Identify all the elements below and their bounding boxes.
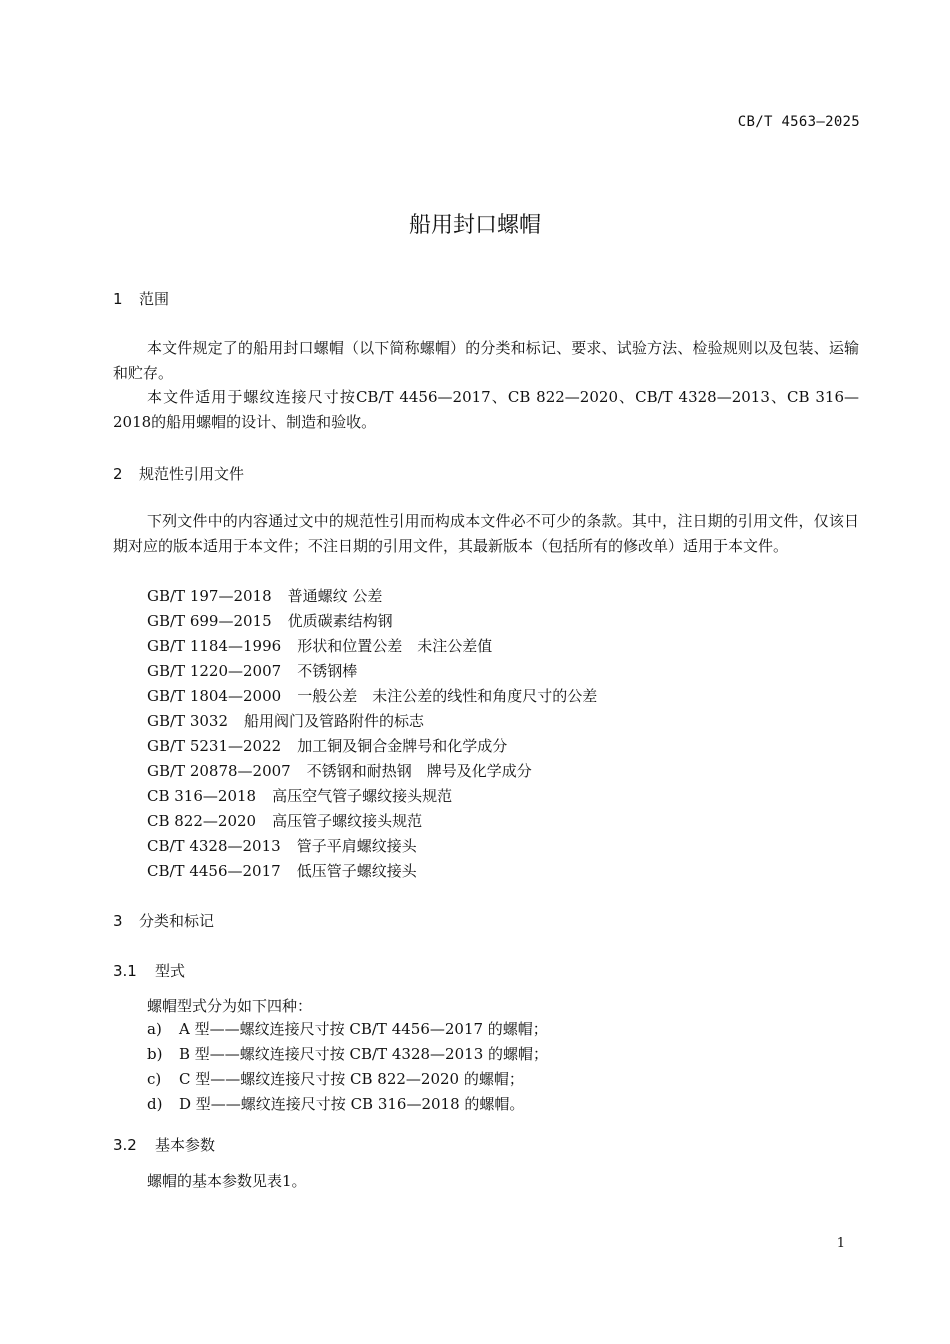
section-1-heading	[113, 288, 169, 309]
reference-code: CB/T 4456—2017	[147, 862, 281, 880]
reference-list	[147, 584, 597, 884]
type-intro: 螺帽型式分为如下四种：	[147, 997, 313, 1015]
page-number: 1	[836, 1236, 845, 1251]
scope-paragraph-1: 本文件规定了的船用封口螺帽（以下简称螺帽）的分类和标记、要求、试验方法、检验规则以及包装、运输和贮存。	[113, 339, 859, 382]
reference-code: CB 316—2018	[147, 787, 257, 805]
reference-item	[147, 684, 597, 709]
type-text: C 型——螺纹连接尺寸按 CB 822—2020 的螺帽；	[179, 1070, 524, 1088]
reference-item	[147, 859, 597, 884]
reference-item	[147, 634, 597, 659]
reference-code: GB/T 3032	[147, 712, 229, 730]
reference-name: 一般公差 未注公差的线性和角度尺寸的公差	[297, 687, 598, 705]
reference-code: GB/T 1220—2007	[147, 662, 282, 680]
reference-item	[147, 784, 597, 809]
reference-name: 高压管子螺纹接头规范	[272, 812, 423, 830]
reference-item	[147, 809, 597, 834]
subsection-number: 3.1	[113, 962, 137, 980]
scope-paragraph-2: 本文件适用于螺纹连接尺寸按CB/T 4456—2017、CB 822—2020、CB/T 4328—2013、CB 316—2018的船用螺帽的设计、制造和验收。	[113, 388, 859, 431]
reference-name: 低压管子螺纹接头	[296, 862, 417, 880]
type-text: A 型——螺纹连接尺寸按 CB/T 4456—2017 的螺帽；	[179, 1020, 548, 1038]
type-text: D 型——螺纹连接尺寸按 CB 316—2018 的螺帽。	[179, 1095, 525, 1113]
reference-name: 优质碳素结构钢	[287, 612, 393, 630]
type-item	[147, 1092, 548, 1117]
reference-item	[147, 659, 597, 684]
document-title: 船用封口螺帽	[408, 213, 541, 238]
type-text: B 型——螺纹连接尺寸按 CB/T 4328—2013 的螺帽；	[179, 1045, 549, 1063]
reference-item	[147, 584, 597, 609]
reference-code: GB/T 1184—1996	[147, 637, 282, 655]
section-number: 2	[113, 465, 123, 483]
reference-item	[147, 609, 597, 634]
reference-name: 普通螺纹 公差	[287, 587, 383, 605]
subsection-3-2-heading	[113, 1134, 215, 1155]
reference-name: 管子平肩螺纹接头	[296, 837, 417, 855]
list-marker: b)	[147, 1045, 163, 1063]
reference-item	[147, 734, 597, 759]
reference-item	[147, 834, 597, 859]
subsection-title: 基本参数	[155, 1136, 216, 1154]
reference-item	[147, 709, 597, 734]
section-number: 3	[113, 912, 123, 930]
basic-parameters-text: 螺帽的基本参数见表1。	[147, 1172, 307, 1190]
reference-name: 高压空气管子螺纹接头规范	[272, 787, 453, 805]
type-list	[147, 1017, 548, 1117]
section-2-heading	[113, 463, 244, 484]
subsection-3-1-heading	[113, 960, 185, 981]
section-3-heading	[113, 910, 214, 931]
reference-code: GB/T 5231—2022	[147, 737, 282, 755]
type-item	[147, 1042, 548, 1067]
reference-name: 船用阀门及管路附件的标志	[244, 712, 425, 730]
list-marker: a)	[147, 1020, 162, 1038]
type-item	[147, 1067, 548, 1092]
reference-name: 加工铜及铜合金牌号和化学成分	[297, 737, 508, 755]
reference-code: GB/T 197—2018	[147, 587, 272, 605]
type-item	[147, 1017, 548, 1042]
section-number: 1	[113, 290, 123, 308]
reference-name: 不锈钢棒	[297, 662, 358, 680]
reference-code: CB 822—2020	[147, 812, 257, 830]
reference-name: 不锈钢和耐热钢 牌号及化学成分	[306, 762, 532, 780]
standard-code: CB/T 4563—2025	[737, 114, 860, 130]
list-marker: d)	[147, 1095, 163, 1113]
section-title: 规范性引用文件	[139, 465, 245, 483]
reference-code: GB/T 20878—2007	[147, 762, 291, 780]
subsection-number: 3.2	[113, 1136, 137, 1154]
subsection-title: 型式	[155, 962, 186, 980]
reference-code: GB/T 1804—2000	[147, 687, 282, 705]
reference-item	[147, 759, 597, 784]
list-marker: c)	[147, 1070, 162, 1088]
reference-code: GB/T 699—2015	[147, 612, 272, 630]
section-title: 范围	[139, 290, 170, 308]
reference-code: CB/T 4328—2013	[147, 837, 281, 855]
normative-references-intro: 下列文件中的内容通过文中的规范性引用而构成本文件必不可少的条款。其中，注日期的引用文件，仅该日期对应的版本适用于本文件；不注日期的引用文件，其最新版本（包括所有的修改单）适用于本文件。	[113, 512, 859, 555]
reference-name: 形状和位置公差 未注公差值	[297, 637, 493, 655]
section-title: 分类和标记	[139, 912, 215, 930]
